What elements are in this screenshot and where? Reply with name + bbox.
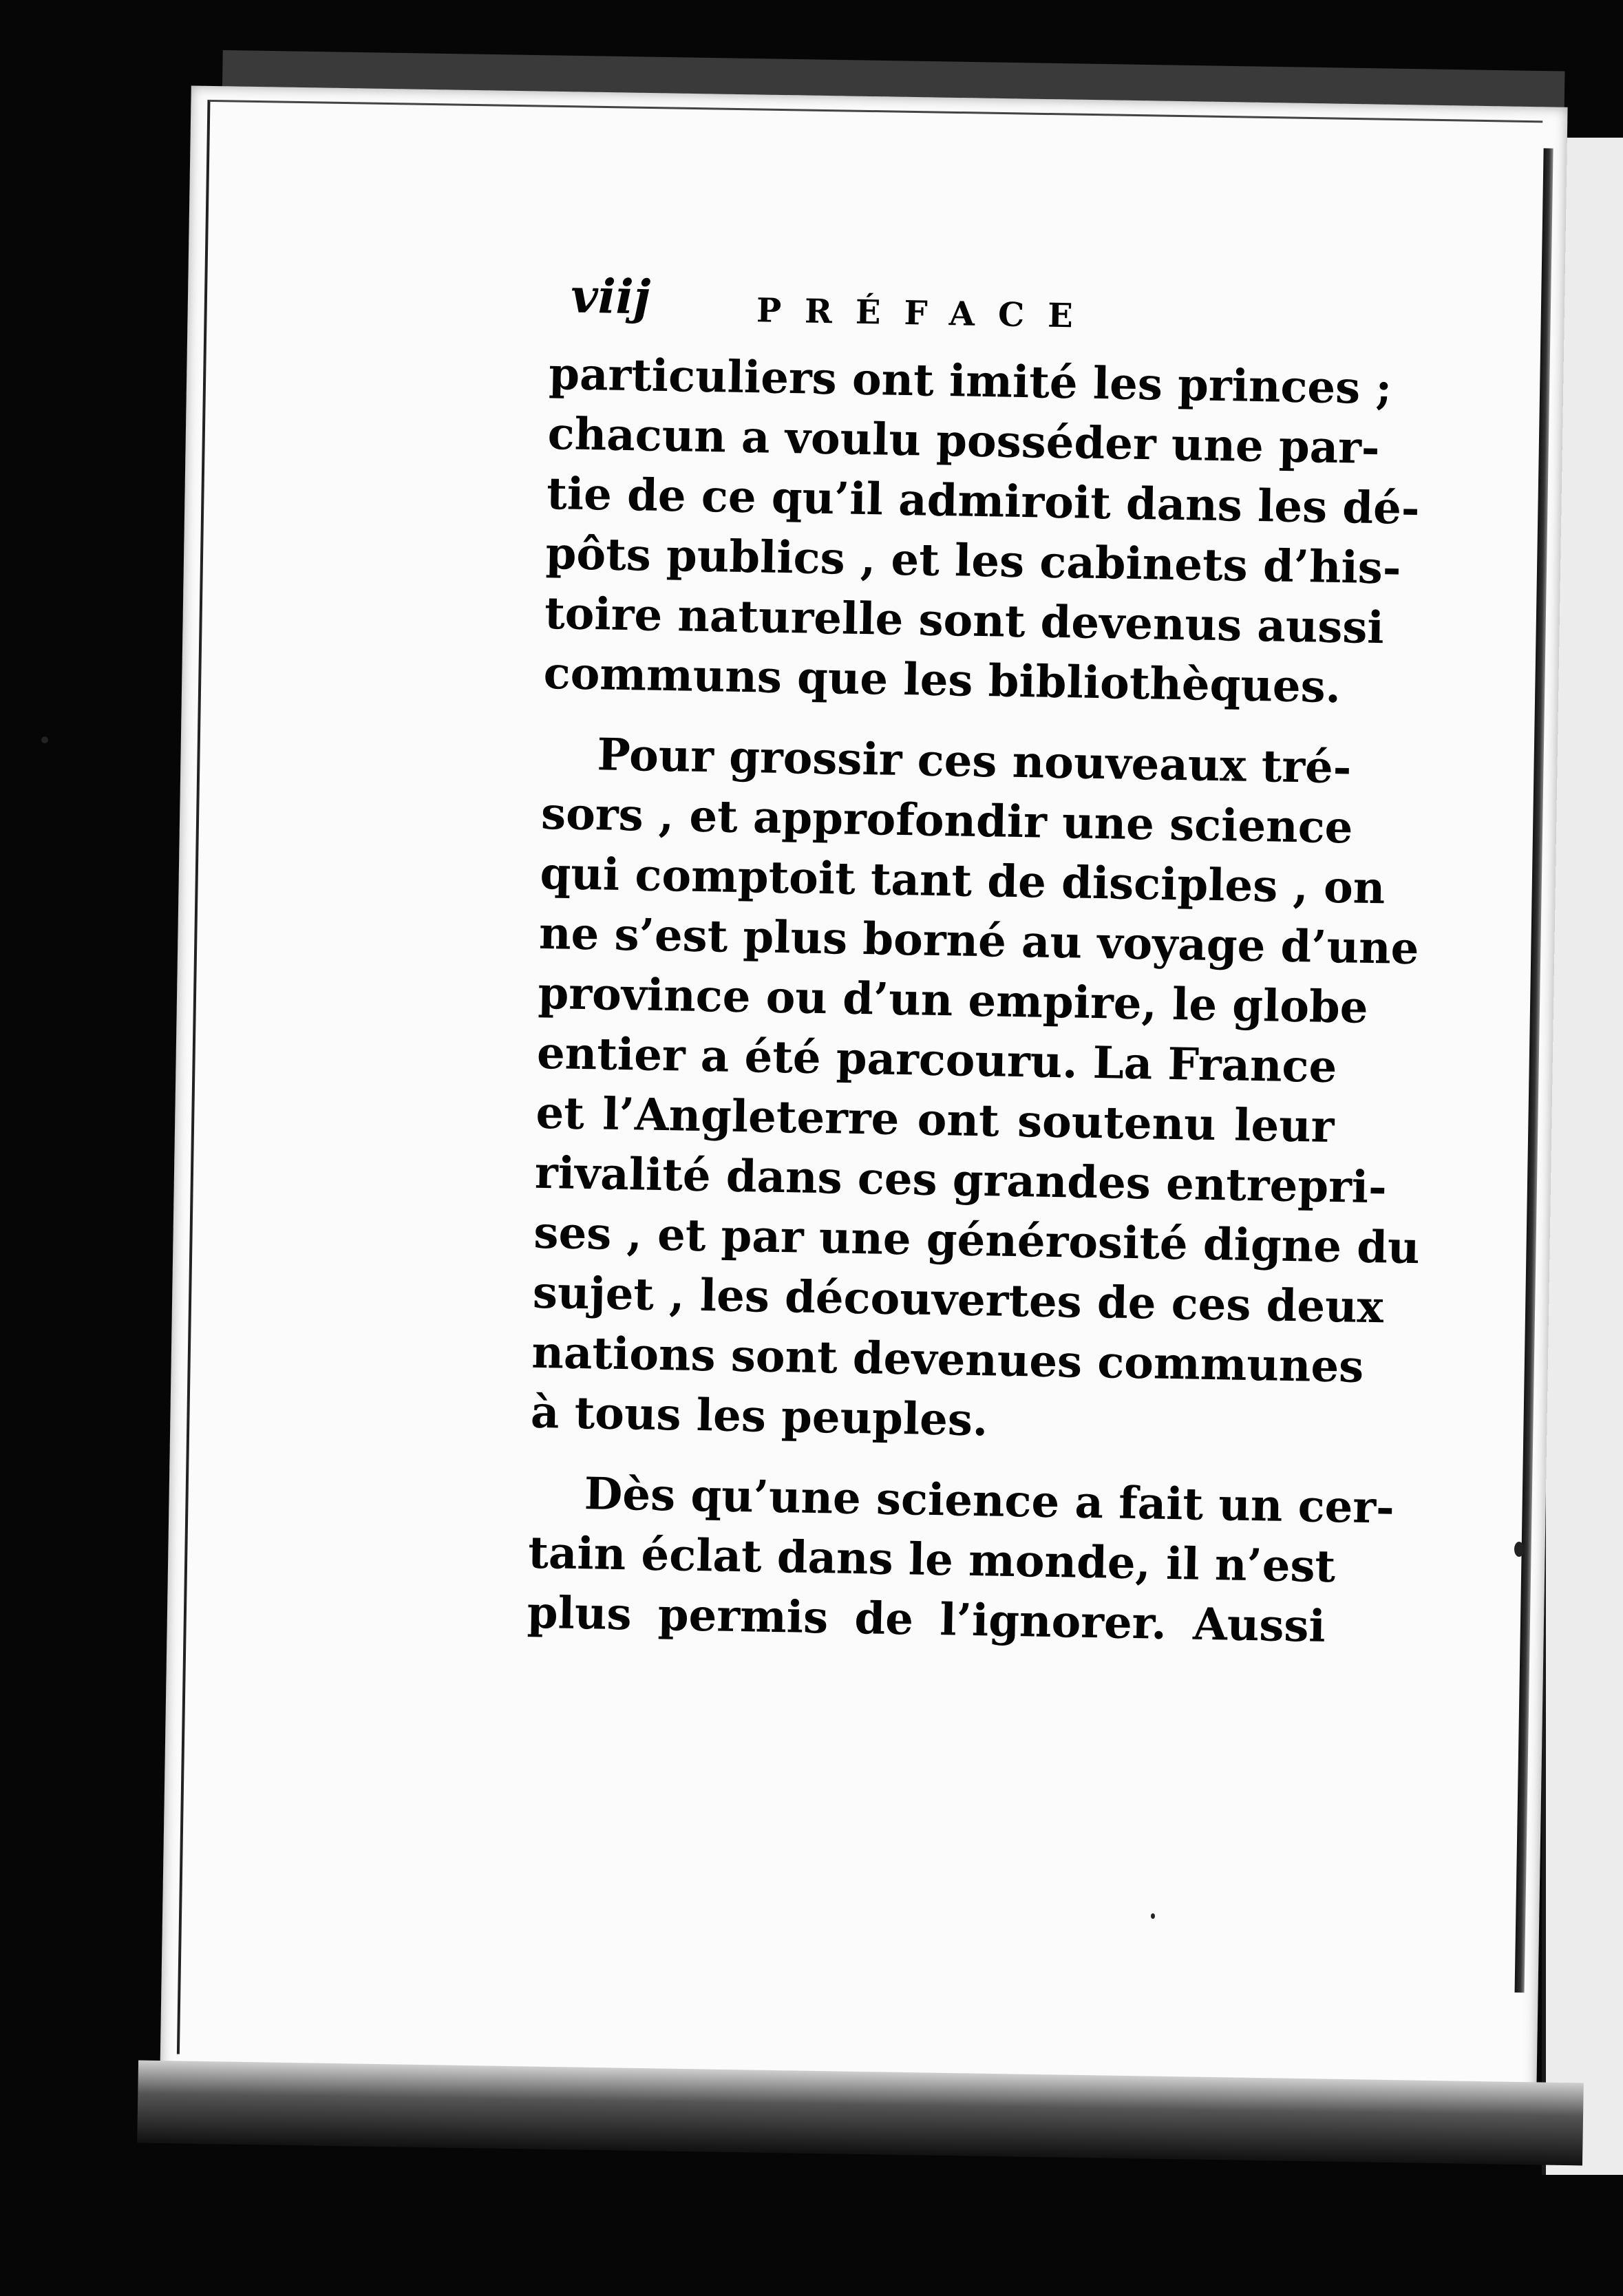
paragraph-3	[527, 1463, 1395, 1657]
text-line: entier a été parcouru. La France	[536, 1027, 1337, 1094]
text-line: tain éclat dans le monde, il n’est	[527, 1527, 1336, 1593]
text-line: chacun a voulu posséder une par-	[547, 407, 1381, 475]
paragraph-2	[530, 724, 1421, 1456]
running-head	[549, 268, 1349, 358]
text-line: Pour grossir ces nouveaux tré-	[597, 729, 1352, 794]
ink-speck	[41, 736, 48, 743]
text-line: particuliers ont imité les princes ;	[548, 348, 1392, 415]
paragraph-1	[543, 344, 1421, 717]
text-line: communs que les bibliothèques.	[543, 647, 1341, 714]
text-line: ne s’est plus borné au voyage d’une	[538, 907, 1419, 975]
page-text	[527, 268, 1421, 1677]
text-line: qui comptoit tant de disciples , on	[539, 847, 1386, 915]
text-line: nations sont devenues communes	[531, 1326, 1364, 1393]
text-line: sujet , les découvertes de ces deux	[532, 1266, 1384, 1334]
text-line: province ou d’un empire, le globe	[537, 967, 1369, 1034]
text-line: rivalité dans ces grandes entrepri-	[534, 1147, 1388, 1214]
text-line: plus permis de l’ignorer. Aussi	[527, 1586, 1326, 1652]
text-line: pôts publics , et les cabinets d’his-	[545, 527, 1402, 595]
text-line: sors , et approfondir une science	[540, 787, 1354, 854]
ink-speck	[1151, 1913, 1155, 1919]
page-number: viij	[570, 268, 651, 326]
text-line: ses , et par une générosité digne du	[533, 1207, 1421, 1275]
ink-speck	[1514, 1542, 1524, 1557]
text-line: et l’Angleterre ont soutenu leur	[535, 1087, 1335, 1154]
text-line: Dès qu’une science a fait un cer-	[584, 1468, 1395, 1534]
text-line: à tous les peuples.	[530, 1386, 988, 1447]
running-title: PRÉFACE	[756, 291, 1097, 336]
text-line: tie de ce qu’il admiroit dans les dé-	[546, 467, 1421, 535]
text-line: toire naturelle sont devenus aussi	[544, 587, 1385, 655]
